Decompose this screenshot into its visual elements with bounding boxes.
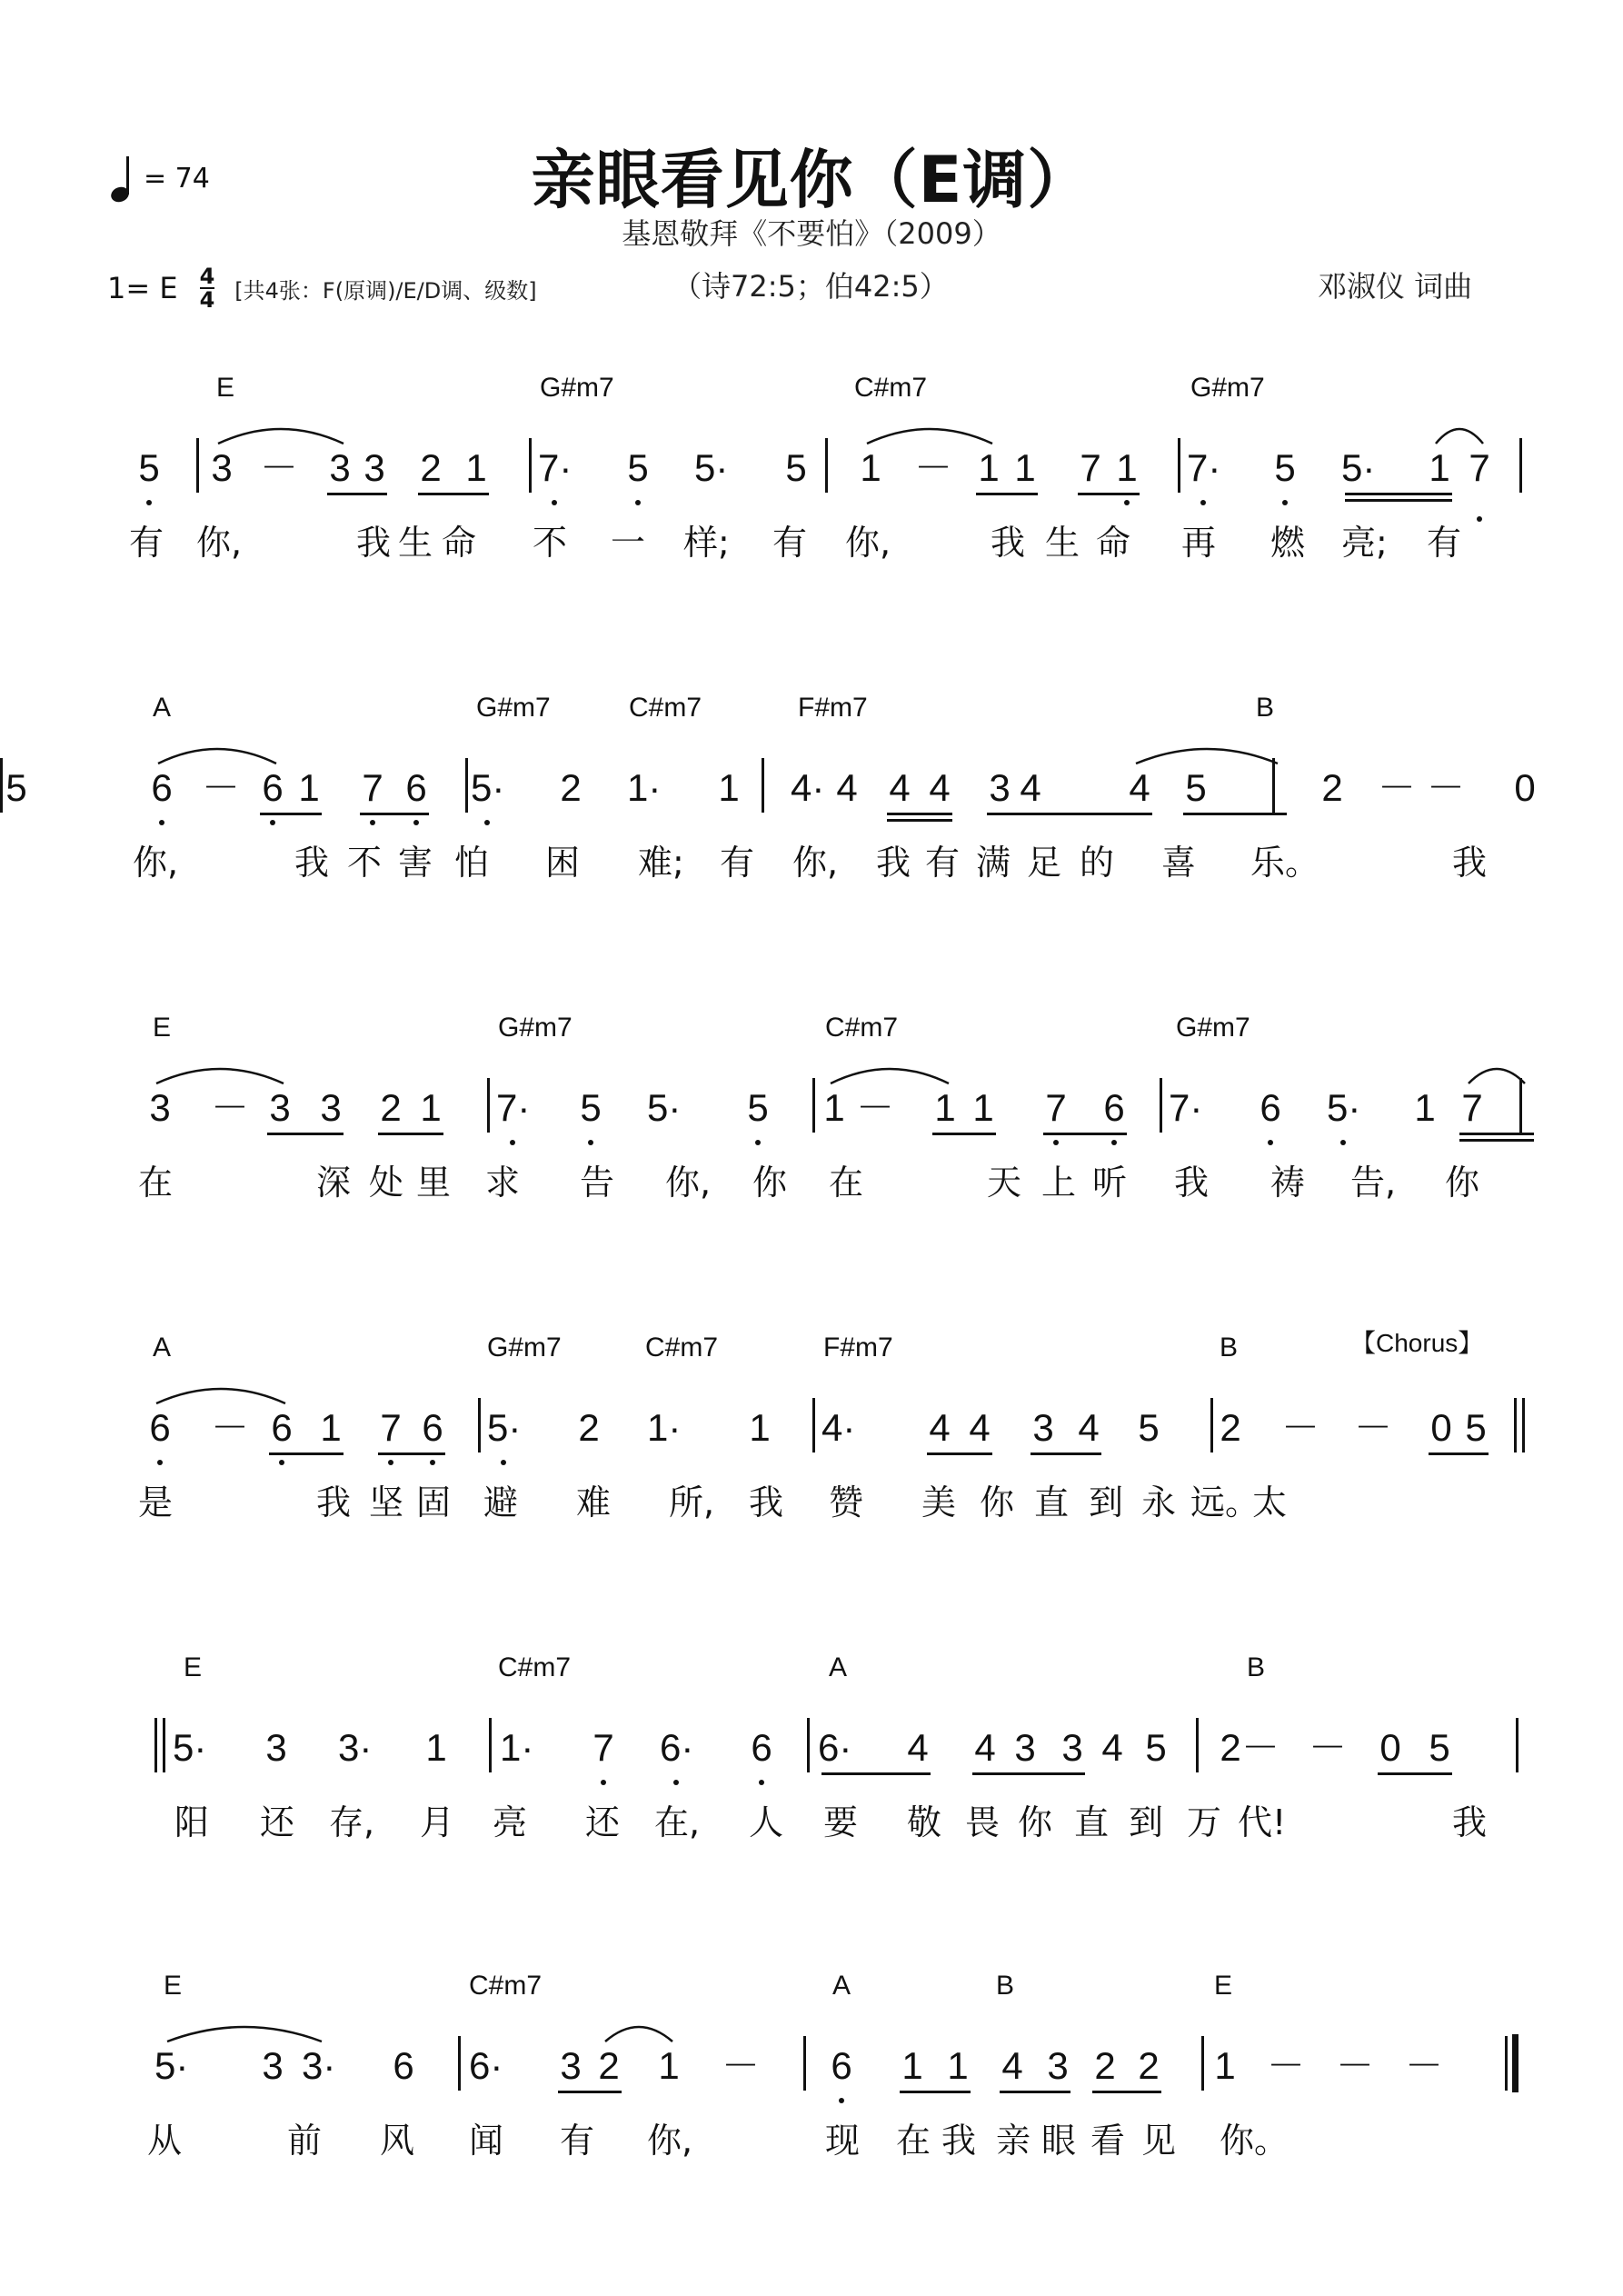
jianpu-note: 4 xyxy=(1020,766,1041,809)
song-subtitle: 基恩敬拜《不要怕》（2009） xyxy=(622,216,1001,251)
chord-symbol: C#m7 xyxy=(469,1971,543,2001)
lyric-char: 人 xyxy=(748,1802,783,1842)
jianpu-note: 1· xyxy=(647,1406,682,1449)
lyric-char: 亮; xyxy=(1341,523,1388,563)
lyric-char: 满 xyxy=(975,843,1011,883)
lyric-char: 害 xyxy=(397,843,433,883)
lyric-char: 有 xyxy=(924,843,960,883)
jianpu-note: 5 xyxy=(622,445,654,491)
chord-symbol: F#m7 xyxy=(798,693,868,723)
jianpu-note: 4· xyxy=(821,1406,856,1449)
lyric-char: 在 xyxy=(828,1163,863,1203)
lyric-char: 你。 xyxy=(1220,2121,1289,2161)
jianpu-note: 4· xyxy=(791,766,825,809)
chord-symbol: C#m7 xyxy=(645,1333,719,1363)
jianpu-note: 3 xyxy=(1061,1726,1083,1769)
jianpu-note: 6 xyxy=(416,1405,449,1451)
tie-slur xyxy=(1136,749,1278,764)
jianpu-note: 3 xyxy=(265,1726,287,1769)
lyric-char: 前 xyxy=(286,2121,322,2161)
jianpu-note: 1 xyxy=(465,446,487,489)
lyric-char: 在 xyxy=(895,2121,931,2161)
jianpu-note: 3 xyxy=(320,1086,342,1129)
tie-slur xyxy=(1469,1069,1525,1083)
lyric-char: 天 xyxy=(986,1163,1021,1203)
jianpu-note: 1 xyxy=(972,1086,994,1129)
jianpu-note: 1 xyxy=(947,2044,969,2087)
lyric-char: 你, xyxy=(196,523,243,563)
chord-symbol: A xyxy=(832,1971,851,2001)
chord-symbol: F#m7 xyxy=(823,1333,893,1363)
jianpu-note: 6 xyxy=(256,765,289,811)
lyric-char: 你, xyxy=(792,843,839,883)
jianpu-note: 5 xyxy=(785,446,807,489)
tie-slur xyxy=(1436,429,1483,444)
lyric-char: 你, xyxy=(647,2121,693,2161)
jianpu-note: 7 xyxy=(1040,1085,1072,1131)
jianpu-note: 2 xyxy=(598,2044,620,2087)
jianpu-note: 3 xyxy=(149,1086,171,1129)
jianpu-note: － xyxy=(1241,1726,1280,1769)
jianpu-note: 5· xyxy=(471,766,505,809)
lyric-char: 直 xyxy=(1033,1482,1069,1522)
jianpu-note: 3 xyxy=(560,2044,582,2087)
jianpu-note: 3 xyxy=(1032,1406,1054,1449)
lyric-char: 处 xyxy=(368,1163,403,1203)
jianpu-note: 4 xyxy=(929,1406,951,1449)
jianpu-note: 2 xyxy=(380,1086,402,1129)
jianpu-note: 0 xyxy=(1514,766,1536,809)
lyric-char: 见 xyxy=(1140,2121,1176,2161)
jianpu-note: 2 xyxy=(1094,2044,1116,2087)
chord-symbol: G#m7 xyxy=(498,1013,573,1043)
lyric-char: 永 xyxy=(1140,1482,1176,1522)
jianpu-note: 4 xyxy=(929,766,951,809)
jianpu-note: － xyxy=(1378,766,1417,809)
lyric-char: 听 xyxy=(1091,1163,1127,1203)
jianpu-note: － xyxy=(1267,2044,1306,2087)
jianpu-note: 2 xyxy=(420,446,442,489)
lyric-char: 的 xyxy=(1079,843,1114,883)
lyric-char: 你, xyxy=(845,523,891,563)
jianpu-note: 6 xyxy=(1098,1085,1130,1131)
chord-symbol: G#m7 xyxy=(540,373,614,403)
jianpu-note: 7 xyxy=(374,1405,407,1451)
lyric-char: 畏 xyxy=(964,1802,1000,1842)
chord-symbol: B xyxy=(1256,693,1275,723)
score-row-4 xyxy=(0,1329,1623,1569)
lyric-char: 远。 xyxy=(1190,1482,1260,1522)
jianpu-note: － xyxy=(1309,1726,1348,1769)
section-label: 【Chorus】 xyxy=(1350,1329,1484,1357)
chord-symbol: B xyxy=(996,1971,1015,2001)
jianpu-note: 2 xyxy=(1220,1406,1241,1449)
lyric-char: 我 xyxy=(748,1482,783,1522)
jianpu-note: 6 xyxy=(825,2043,858,2089)
jianpu-note: 7· xyxy=(538,446,573,489)
lyric-char: 风 xyxy=(379,2121,414,2161)
jianpu-note: 1 xyxy=(1414,1086,1436,1129)
lyric-char: 足 xyxy=(1026,843,1061,883)
versions-note: [共4张：F(原调)/E/D调、级数] xyxy=(234,277,537,304)
time-signature: 4 4 xyxy=(199,264,215,313)
jianpu-note: 2 xyxy=(1138,2044,1160,2087)
tie-slur xyxy=(867,429,992,444)
jianpu-note: 5 xyxy=(742,1085,774,1131)
jianpu-note: 3 xyxy=(989,766,1011,809)
jianpu-note: 5 xyxy=(1465,1406,1487,1449)
jianpu-note: 6· xyxy=(469,2044,503,2087)
jianpu-note: 3 xyxy=(1014,1726,1036,1769)
chord-symbol: B xyxy=(1247,1652,1266,1682)
jianpu-note: 5· xyxy=(154,2044,189,2087)
tie-layer xyxy=(0,1652,1623,1889)
jianpu-note: 3· xyxy=(338,1726,373,1769)
lyric-char: 里 xyxy=(415,1163,451,1203)
jianpu-note: 1 xyxy=(978,446,1000,489)
tie-layer xyxy=(0,373,1623,609)
jianpu-note: － xyxy=(1281,1406,1320,1449)
jianpu-note: 5· xyxy=(1327,1086,1361,1129)
jianpu-note: 5 xyxy=(1429,1726,1450,1769)
chord-symbol: A xyxy=(153,693,172,723)
chord-symbol: G#m7 xyxy=(1176,1013,1250,1043)
jianpu-note: 7· xyxy=(1169,1086,1203,1129)
chord-symbol: C#m7 xyxy=(825,1013,899,1043)
jianpu-note: 6 xyxy=(145,765,178,811)
lyric-char: 生 xyxy=(1044,523,1080,563)
lyric-char: 有 xyxy=(1426,523,1461,563)
lyric-char: 燃 xyxy=(1270,523,1305,563)
jianpu-note: － xyxy=(1427,766,1466,809)
song-title: 亲眼看见你（E调） xyxy=(531,143,1092,217)
jianpu-note: － xyxy=(211,1086,250,1129)
lyric-char: 还 xyxy=(584,1802,620,1842)
jianpu-note: 3 xyxy=(211,446,233,489)
composer-credit: 邓淑仪 词曲 xyxy=(1318,269,1473,304)
lyric-char: 你, xyxy=(665,1163,712,1203)
jianpu-note: 1 xyxy=(934,1086,956,1129)
jianpu-note: 7 xyxy=(356,765,389,811)
jianpu-note: 1 xyxy=(1214,2044,1236,2087)
jianpu-note: 1 xyxy=(658,2044,680,2087)
lyric-char: 你 xyxy=(1444,1163,1479,1203)
chord-symbol: C#m7 xyxy=(854,373,928,403)
jianpu-note: 6 xyxy=(745,1725,778,1771)
jianpu-note: － xyxy=(722,2044,761,2087)
chord-symbol: G#m7 xyxy=(487,1333,562,1363)
jianpu-note: 7 xyxy=(1461,1086,1483,1129)
lyric-char: 我 xyxy=(941,2121,976,2161)
lyric-char: 祷 xyxy=(1270,1163,1305,1203)
lyric-char: 是 xyxy=(137,1482,173,1522)
lyric-char: 你 xyxy=(1017,1802,1052,1842)
lyric-char: 从 xyxy=(146,2121,182,2161)
jianpu-note: － xyxy=(856,1086,895,1129)
jianpu-note: 1 xyxy=(1110,445,1143,491)
lyric-char: 难; xyxy=(638,843,684,883)
lyric-char: 深 xyxy=(315,1163,351,1203)
lyric-char: 我 xyxy=(1451,843,1487,883)
jianpu-note: 4 xyxy=(1101,1726,1123,1769)
jianpu-note: － xyxy=(1336,2044,1375,2087)
lyric-char: 我 xyxy=(315,1482,351,1522)
lyric-char: 我 xyxy=(1451,1802,1487,1842)
lyric-char: 你 xyxy=(752,1163,787,1203)
jianpu-note: 5 xyxy=(1269,445,1301,491)
jianpu-note: 5 xyxy=(1145,1726,1167,1769)
jianpu-note: 1 xyxy=(320,1406,342,1449)
score-row-3 xyxy=(0,1013,1623,1249)
lyric-char: 我 xyxy=(1173,1163,1209,1203)
lyric-char: 月 xyxy=(419,1802,454,1842)
key-signature xyxy=(107,265,537,311)
jianpu-note: － xyxy=(914,446,953,489)
jianpu-note: 5 xyxy=(1138,1406,1160,1449)
jianpu-note: 3 xyxy=(269,1086,291,1129)
tie-layer xyxy=(0,1013,1623,1249)
lyric-char: 所, xyxy=(669,1482,715,1522)
jianpu-note: 7 xyxy=(587,1725,620,1771)
jianpu-note: 1 xyxy=(425,1726,447,1769)
jianpu-note: 4 xyxy=(1001,2044,1023,2087)
lyric-char: 样; xyxy=(683,523,730,563)
jianpu-note: 4 xyxy=(836,766,858,809)
lyric-char: 在, xyxy=(654,1802,701,1842)
jianpu-note: 4 xyxy=(974,1726,996,1769)
jianpu-note: 1 xyxy=(823,1086,845,1129)
jianpu-note: － xyxy=(202,766,241,809)
jianpu-note: 7· xyxy=(1187,446,1221,489)
chord-symbol: B xyxy=(1220,1333,1239,1363)
jianpu-note: 1· xyxy=(627,766,662,809)
tie-slur xyxy=(831,1069,949,1083)
lyric-char: 有 xyxy=(719,843,754,883)
lyric-char: 我 xyxy=(294,843,329,883)
lyric-char: 在 xyxy=(137,1163,173,1203)
chord-symbol: A xyxy=(153,1333,172,1363)
jianpu-note: 4 xyxy=(1078,1406,1100,1449)
jianpu-note: 1 xyxy=(298,766,320,809)
lyric-char: 一 xyxy=(610,523,645,563)
jianpu-note: 2 xyxy=(578,1406,600,1449)
jianpu-note: － xyxy=(260,446,299,489)
chord-symbol: C#m7 xyxy=(498,1652,572,1682)
lyric-char: 要 xyxy=(822,1802,858,1842)
tie-slur xyxy=(218,429,344,444)
jianpu-note: 2 xyxy=(560,766,582,809)
chord-symbol: A xyxy=(829,1652,848,1682)
lyric-char: 我 xyxy=(355,523,391,563)
jianpu-note: 6 xyxy=(393,2044,414,2087)
jianpu-note: 5· xyxy=(487,1406,522,1449)
lyric-char: 美 xyxy=(921,1482,956,1522)
lyric-char: 求 xyxy=(484,1163,520,1203)
lyric-char: 还 xyxy=(259,1802,294,1842)
lyric-char: 亮 xyxy=(492,1802,527,1842)
jianpu-note: 4 xyxy=(889,766,911,809)
lyric-char: 生 xyxy=(397,523,433,563)
tie-slur xyxy=(156,1389,285,1403)
jianpu-note: 4 xyxy=(969,1406,991,1449)
lyric-char: 有 xyxy=(772,523,807,563)
tie-slur xyxy=(158,749,276,764)
lyric-char: 不 xyxy=(532,523,567,563)
tie-layer xyxy=(0,693,1623,929)
jianpu-note: 6· xyxy=(660,1726,694,1769)
lyric-char: 命 xyxy=(1095,523,1130,563)
lyric-char: 有 xyxy=(559,2121,594,2161)
jianpu-note: 6· xyxy=(818,1726,852,1769)
tie-slur xyxy=(605,2027,672,2041)
jianpu-note: 1 xyxy=(860,446,881,489)
lyric-char: 直 xyxy=(1073,1802,1109,1842)
jianpu-note: 0 xyxy=(1430,1406,1452,1449)
jianpu-note: 3· xyxy=(302,2044,336,2087)
jianpu-note: 5· xyxy=(173,1726,207,1769)
lyric-char: 坚 xyxy=(368,1482,403,1522)
jianpu-note: 1 xyxy=(1429,446,1450,489)
lyric-char: 有 xyxy=(128,523,164,563)
lyric-char: 喜 xyxy=(1160,843,1196,883)
lyric-char: 再 xyxy=(1180,523,1216,563)
lyric-char: 太 xyxy=(1251,1482,1287,1522)
lyric-char: 存, xyxy=(329,1802,375,1842)
jianpu-note: 5· xyxy=(1341,446,1376,489)
lyric-char: 代! xyxy=(1238,1802,1287,1842)
jianpu-note: 0 xyxy=(1379,1726,1401,1769)
lyric-char: 看 xyxy=(1090,2121,1125,2161)
jianpu-note: 5 xyxy=(574,1085,607,1131)
chord-symbol: E xyxy=(216,373,235,403)
lyric-char: 闻 xyxy=(468,2121,503,2161)
lyric-char: 到 xyxy=(1128,1802,1163,1842)
jianpu-note: 6 xyxy=(1254,1085,1287,1131)
jianpu-note: 1· xyxy=(500,1726,534,1769)
jianpu-note: 3 xyxy=(262,2044,284,2087)
lyric-char: 告, xyxy=(1350,1163,1397,1203)
chord-symbol: G#m7 xyxy=(1190,373,1265,403)
jianpu-note: 6 xyxy=(400,765,433,811)
lyric-char: 万 xyxy=(1186,1802,1221,1842)
jianpu-note: 5· xyxy=(694,446,729,489)
jianpu-note: 4 xyxy=(1129,766,1150,809)
lyric-char: 乐。 xyxy=(1250,843,1320,883)
score-row-1 xyxy=(0,373,1623,609)
jianpu-note: 5 xyxy=(133,445,165,491)
jianpu-note: 4 xyxy=(907,1726,929,1769)
jianpu-note: － xyxy=(211,1406,250,1449)
lyric-char: 告 xyxy=(579,1163,614,1203)
tempo-value: = 74 xyxy=(144,162,210,195)
lyric-char: 赞 xyxy=(828,1482,863,1522)
chord-symbol: E xyxy=(184,1652,203,1682)
jianpu-note: － xyxy=(1405,2044,1444,2087)
key-label: 1= E xyxy=(107,271,178,305)
lyric-char: 不 xyxy=(346,843,382,883)
jianpu-note: 2 xyxy=(1321,766,1343,809)
lyric-char: 命 xyxy=(441,523,476,563)
tie-slur xyxy=(156,1069,284,1083)
chord-symbol: E xyxy=(164,1971,183,2001)
jianpu-note: 3 xyxy=(363,446,385,489)
jianpu-note: 6 xyxy=(265,1405,298,1451)
score-row-2 xyxy=(0,693,1623,929)
tie-layer xyxy=(0,1333,1623,1569)
jianpu-note: 6 xyxy=(144,1405,176,1451)
score-row-6 xyxy=(0,1971,1623,2207)
scripture-refs: （诗72:5；伯42:5） xyxy=(672,269,949,304)
tie-slur xyxy=(167,2027,322,2041)
lyric-char: 你, xyxy=(133,843,179,883)
chord-symbol: C#m7 xyxy=(629,693,702,723)
lyric-char: 困 xyxy=(544,843,580,883)
jianpu-note: 3 xyxy=(329,446,351,489)
lyric-char: 你 xyxy=(979,1482,1014,1522)
jianpu-note: 1 xyxy=(1014,446,1036,489)
jianpu-note: 7 xyxy=(1463,445,1496,491)
lyric-char: 我 xyxy=(990,523,1025,563)
jianpu-note: 1 xyxy=(901,2044,923,2087)
jianpu-note: － xyxy=(1354,1406,1393,1449)
jianpu-note: 1 xyxy=(718,766,740,809)
jianpu-note: 1 xyxy=(749,1406,771,1449)
jianpu-note: 5 xyxy=(1185,766,1207,809)
jianpu-note: 7 xyxy=(1080,446,1101,489)
jianpu-note: 7· xyxy=(496,1086,531,1129)
tie-layer xyxy=(0,1971,1623,2207)
lyric-char: 现 xyxy=(824,2121,860,2161)
chord-symbol: E xyxy=(1214,1971,1233,2001)
lyric-char: 难 xyxy=(575,1482,611,1522)
jianpu-note: 5· xyxy=(647,1086,682,1129)
lyric-char: 眼 xyxy=(1041,2121,1076,2161)
chord-symbol: E xyxy=(153,1013,172,1043)
lyric-char: 上 xyxy=(1041,1163,1076,1203)
lyric-char: 亲 xyxy=(995,2121,1031,2161)
lyric-char: 阳 xyxy=(174,1802,209,1842)
lyric-char: 怕 xyxy=(453,843,489,883)
lyric-char: 到 xyxy=(1088,1482,1123,1522)
lyric-char: 敬 xyxy=(906,1802,941,1842)
chord-symbol: G#m7 xyxy=(476,693,551,723)
lyric-char: 避 xyxy=(483,1482,518,1522)
score-row-5 xyxy=(0,1652,1623,1889)
jianpu-note: 1 xyxy=(420,1086,442,1129)
lyric-char: 固 xyxy=(415,1482,451,1522)
lyric-char: 我 xyxy=(875,843,911,883)
jianpu-note: 5 xyxy=(5,766,27,809)
jianpu-note: 2 xyxy=(1220,1726,1241,1769)
jianpu-note: 3 xyxy=(1047,2044,1069,2087)
